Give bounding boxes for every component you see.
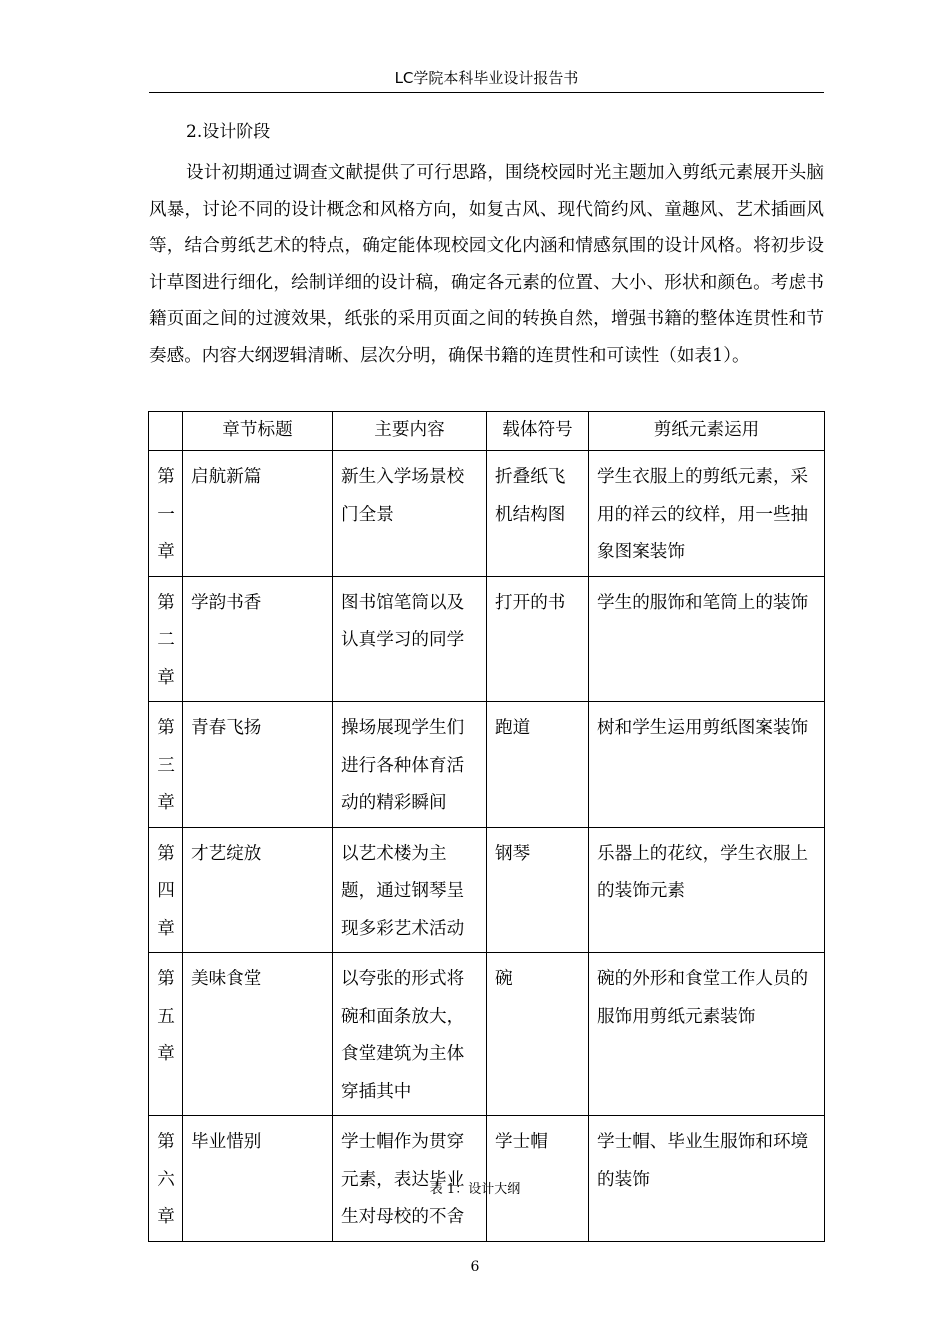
element-cell: 树和学生运用剪纸图案装饰 xyxy=(589,702,825,828)
title-cell: 学韵书香 xyxy=(183,576,333,702)
table-row xyxy=(149,576,825,702)
table-row xyxy=(149,953,825,1116)
content-cell: 图书馆笔筒以及认真学习的同学 xyxy=(333,576,487,702)
title-cell: 才艺绽放 xyxy=(183,827,333,953)
header-cell: 主要内容 xyxy=(333,412,487,451)
title-cell: 毕业惜别 xyxy=(183,1116,333,1242)
content-cell: 操场展现学生们进行各种体育活动的精彩瞬间 xyxy=(333,702,487,828)
table-header-row xyxy=(149,412,825,451)
content-cell: 以夸张的形式将碗和面条放大，食堂建筑为主体穿插其中 xyxy=(333,953,487,1116)
title-cell: 启航新篇 xyxy=(183,451,333,577)
table-caption: 表 1：设计大纲 xyxy=(429,1182,521,1197)
header-cell xyxy=(149,412,183,451)
element-cell: 学士帽、毕业生服饰和环境的装饰 xyxy=(589,1116,825,1242)
symbol-cell: 学士帽 xyxy=(487,1116,589,1242)
table-row xyxy=(149,827,825,953)
content-cell: 以艺术楼为主题，通过钢琴呈现多彩艺术活动 xyxy=(333,827,487,953)
chapter-cell: 第六章 xyxy=(149,1116,183,1242)
content-cell: 学士帽作为贯穿元素，表达毕业生对母校的不舍 xyxy=(333,1116,487,1242)
symbol-cell: 折叠纸飞机结构图 xyxy=(487,451,589,577)
design-outline-table xyxy=(148,411,825,1242)
body-paragraph: 设计初期通过调查文献提供了可行思路，围绕校园时光主题加入剪纸元素展开头脑风暴，讨论不同的设计概念和风格方向，如复古风、现代简约风、童趣风、艺术插画风等，结合剪纸艺术的特点，确定能体现校园文化内涵和情感氛围的设计风格。将初步设计草图进行细化，绘制详细的设计稿，确定各元素的位置、大小、形状和颜色。考虑书籍页面之间的过渡效果，纸张的采用页面之间的转换自然，增强书籍的整体连贯性和节奏感。内容大纲逻辑清晰、层次分明，确保书籍的连贯性和可读性（如表1）。 xyxy=(149,163,824,366)
chapter-cell: 第二章 xyxy=(149,576,183,702)
element-cell: 学生衣服上的剪纸元素，采用的祥云的纹样，用一些抽象图案装饰 xyxy=(589,451,825,577)
page-number: 6 xyxy=(470,1259,480,1275)
section-heading: 2.设计阶段 xyxy=(186,122,271,142)
element-cell: 碗的外形和食堂工作人员的服饰用剪纸元素装饰 xyxy=(589,953,825,1116)
element-cell: 乐器上的花纹，学生衣服上的装饰元素 xyxy=(589,827,825,953)
table-row xyxy=(149,451,825,577)
chapter-cell: 第三章 xyxy=(149,702,183,828)
symbol-cell: 碗 xyxy=(487,953,589,1116)
chapter-cell: 第一章 xyxy=(149,451,183,577)
chapter-cell: 第五章 xyxy=(149,953,183,1116)
header-cell: 章节标题 xyxy=(183,412,333,451)
header-cell: 载体符号 xyxy=(487,412,589,451)
element-cell: 学生的服饰和笔筒上的装饰 xyxy=(589,576,825,702)
title-cell: 美味食堂 xyxy=(183,953,333,1116)
symbol-cell: 跑道 xyxy=(487,702,589,828)
chapter-cell: 第四章 xyxy=(149,827,183,953)
title-cell: 青春飞扬 xyxy=(183,702,333,828)
symbol-cell: 打开的书 xyxy=(487,576,589,702)
page-header: LC学院本科毕业设计报告书 xyxy=(149,66,824,93)
symbol-cell: 钢琴 xyxy=(487,827,589,953)
header-cell: 剪纸元素运用 xyxy=(589,412,825,451)
content-cell: 新生入学场景校门全景 xyxy=(333,451,487,577)
table-row xyxy=(149,702,825,828)
